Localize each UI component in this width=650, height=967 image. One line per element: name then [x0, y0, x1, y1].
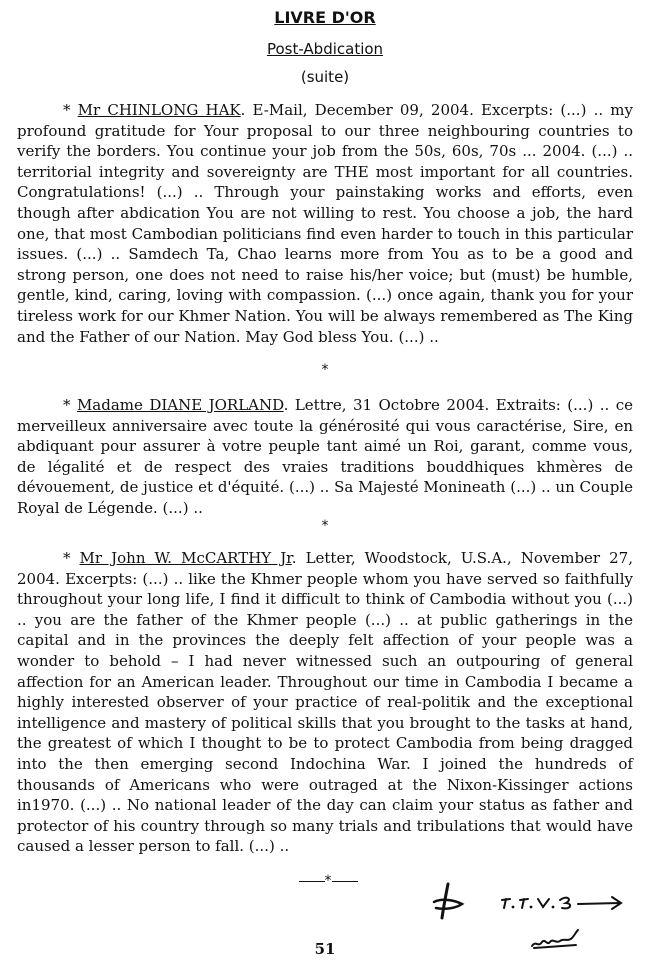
- entry-paragraph: [17, 395, 633, 519]
- continuation-note: (suite): [300, 68, 350, 86]
- separator-line: [332, 881, 358, 882]
- entry-author: Mr John W. McCARTHY Jr: [79, 549, 292, 567]
- entry-bullet: *: [63, 396, 77, 414]
- entry-text: . E-Mail, December 09, 2004. Excerpts: (...) .. my profound gratitude for Your proposal to our three neighbouring countries to verify the borders. You continue your job from the 50s, 60s, 70s ... 2004. (...) .. territorial integrity and sovereignty are THE most important for all countries. Congratulations! (...) .. Through your painstaking works and efforts, even though after abdication You are not willing to rest. You choose a job, the hard one, that most Cambodian politicians find even harder to touch in this particular issues. (...) .. Samdech Ta, Chao learns more from You as to be a good and strong person, one does not need to raise his/her voice; but (must) be humble, gentle, kind, caring, loving with compassion. (...) once again, thank you for your tireless work for our Khmer Nation. You will be always remembered as The King and the Father of our Nation. May God bless You. (...) ..: [17, 101, 633, 346]
- entry-author: Madame DIANE JORLAND: [76, 396, 284, 414]
- entry-bullet: *: [63, 101, 78, 119]
- entry-paragraph: [17, 548, 633, 857]
- handwritten-signature-mark: [428, 880, 468, 925]
- page-number: 51: [314, 940, 336, 958]
- section-subtitle: Post-Abdication: [266, 40, 384, 58]
- end-separator: [293, 873, 363, 893]
- entry-author: Mr CHINLONG HAK: [77, 101, 241, 119]
- separator-star: *: [321, 362, 329, 378]
- separator-line: [299, 881, 325, 882]
- entry-text: . Letter, Woodstock, U.S.A., November 27, 2004. Excerpts: (...) .. like the Khmer people whom you have served so faithfully throughout your long life, I find it difficult to think of Cambodia without you (...) .. you are the father of the Khmer people (...) .. at public gatherings in the capital and in the provinces the deeply felt affection of your people was a wonder to behold – I had never witnessed such an outpouring of general affection for an American leader. Throughout our time in Cambodia I became a highly interested observer of your practice of real-politik and the exceptional intelligence and mastery of political skills that you brought to the tasks at hand, the greatest of which I thought to be to protect Cambodia from being dragged into the then emerging second Indochina War. I joined the hundreds of thousands of Americans who were outraged at the Nixon-Kissinger actions in1970. (...) .. No national leader of the day can claim your status as father and protector of his country through so many trials and tribulations that would have caused a lesser person to fall. (...) ..: [17, 549, 633, 856]
- separator-star: *: [324, 873, 332, 889]
- entry-bullet: *: [63, 549, 80, 567]
- entry-paragraph: [17, 100, 633, 347]
- page-title: LIVRE D'OR: [274, 8, 376, 27]
- separator-star: *: [321, 518, 329, 534]
- entry-text: . Lettre, 31 Octobre 2004. Extraits: (...) .. ce merveilleux anniversaire avec toute la générosité qui vous caractérise, Sire, en abdiquant pour assurer à votre peuple tant aimé un Roi, garant, comme vous, de légalité et de respect des vraies traditions bouddhiques khmères de dévouement, de justice et d'équité. (...) .. Sa Majesté Monineath (...) .. un Couple Royal de Légende. (...) ..: [17, 396, 633, 517]
- handwritten-annotation: [498, 892, 628, 916]
